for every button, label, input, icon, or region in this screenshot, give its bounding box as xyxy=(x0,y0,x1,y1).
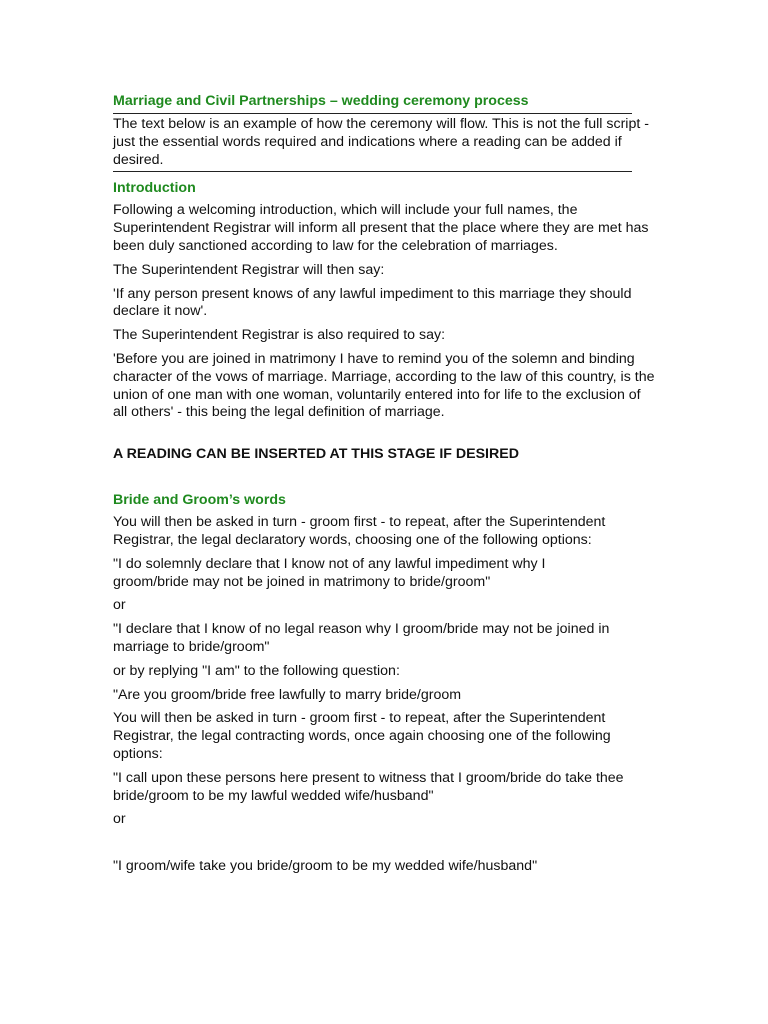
intro-note: The text below is an example of how the ceremony will flow. This is not the full script - just the essential words required and indications where a reading can be added if desired. xyxy=(113,116,649,168)
words-or-1: or xyxy=(113,597,126,614)
words-paragraph-7: "I call upon these persons here present to witness that I groom/bride do take thee bride/groom to be my lawful wedded wife/husband" xyxy=(113,769,624,804)
words-or-2: or xyxy=(113,811,126,828)
document-title: Marriage and Civil Partnerships – wedding ceremony process xyxy=(113,93,529,109)
introduction-heading: Introduction xyxy=(113,180,196,197)
bride-groom-words-heading: Bride and Groom’s words xyxy=(113,492,286,509)
words-paragraph-8: "I groom/wife take you bride/groom to be my wedded wife/husband" xyxy=(113,858,538,875)
reading-notice: A READING CAN BE INSERTED AT THIS STAGE IF DESIRED xyxy=(113,446,519,463)
introduction-paragraph-5: 'Before you are joined in matrimony I have to remind you of the solemn and binding character of the vows of marriage. Marriage, according to the law of this country, is the union of one man with one woman, voluntarily entered into for life to the exclusion of all others' - this being the legal definition of marriage. xyxy=(113,350,655,421)
words-paragraph-3: "I declare that I know of no legal reason why I groom/bride may not be joined in marriage to bride/groom" xyxy=(113,621,610,655)
words-paragraph-2: "I do solemnly declare that I know not of any lawful impediment why I groom/bride may not be joined in matrimony to bride/groom" xyxy=(113,555,546,590)
divider-top xyxy=(113,113,632,114)
words-paragraph-4: or by replying "I am" to the following question: xyxy=(113,662,400,679)
words-paragraph-1: You will then be asked in turn - groom first - to repeat, after the Superintendent Registrar, the legal declaratory words, choosing one of the following options: xyxy=(113,514,606,548)
document-page xyxy=(113,92,673,876)
words-paragraph-5: "Are you groom/bride free lawfully to marry bride/groom xyxy=(113,686,462,703)
introduction-paragraph-4: The Superintendent Registrar is also required to say: xyxy=(113,327,446,344)
introduction-paragraph-3: 'If any person present knows of any lawful impediment to this marriage they should declare it now'. xyxy=(113,285,632,320)
words-paragraph-6: You will then be asked in turn - groom first - to repeat, after the Superintendent Registrar, the legal contracting words, once again choosing one of the following options: xyxy=(113,710,611,762)
divider-bottom xyxy=(113,171,632,172)
introduction-paragraph-1: Following a welcoming introduction, which will include your full names, the Superintendent Registrar will inform all present that the place where they are met has been duly sanctioned according to law for the celebration of marriages. xyxy=(113,202,649,254)
introduction-paragraph-2: The Superintendent Registrar will then say: xyxy=(113,261,385,278)
